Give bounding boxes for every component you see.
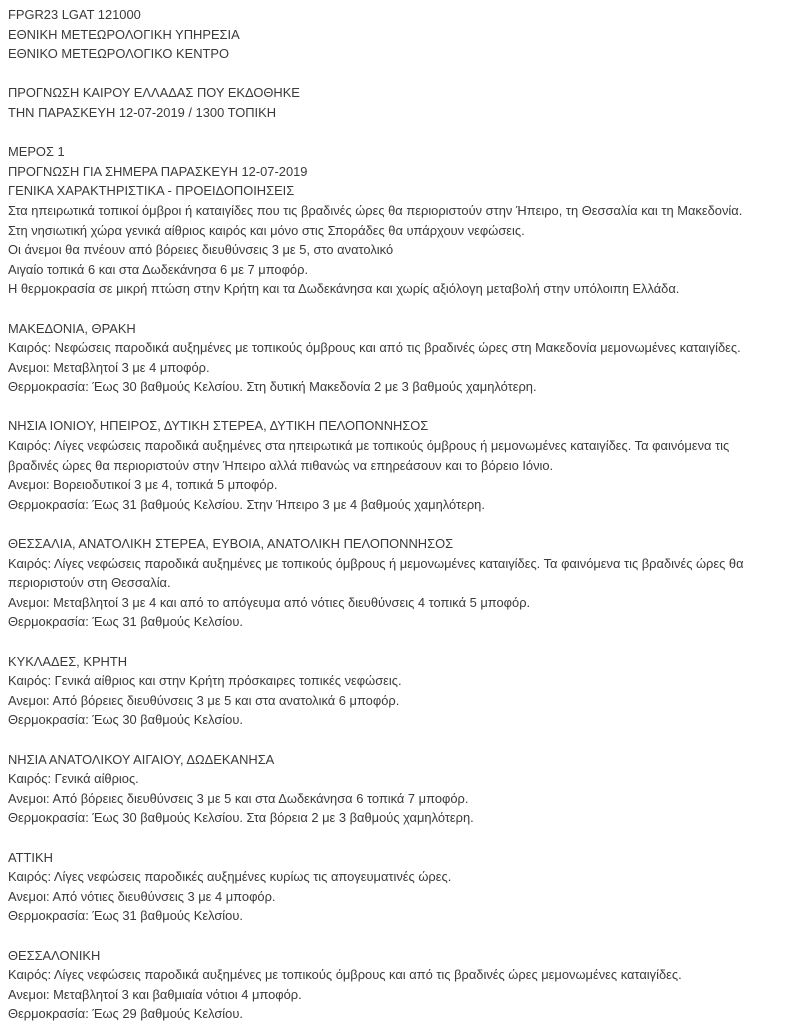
- general-text-line: Η θερμοκρασία σε μικρή πτώση στην Κρήτη και τα Δωδεκάνησα και χωρίς αξιόλογη μεταβολή στην υπόλοιπη Ελλάδα.: [8, 281, 680, 297]
- general-text-line: Στα ηπειρωτικά τοπικοί όμβροι ή καταιγίδες που τις βραδινές ώρες θα περιοριστούν στην Ήπειρο, τη Θεσσαλία και τη Μακεδονία.: [8, 202, 743, 218]
- region-weather: Καιρός: Λίγες νεφώσεις παροδικά αυξημένες με τοπικούς όμβρους ή μεμονωμένες καταιγίδες. Τα φαινόμενα τις βραδινές ώρες θα: [8, 555, 744, 571]
- part-label: ΜΕΡΟΣ 1: [8, 144, 65, 160]
- region-thessaloniki: [8, 946, 795, 1024]
- general-text-line: Αιγαίο τοπικά 6 και στα Δωδεκάνησα 6 με 7 μποφόρ.: [8, 261, 309, 277]
- region-winds: Ανεμοι: Από βόρειες διευθύνσεις 3 με 5 και στα Δωδεκάνησα 6 τοπικά 7 μποφόρ.: [8, 790, 469, 806]
- spacer: [8, 397, 795, 417]
- region-ionian-epirus: [8, 416, 795, 514]
- region-weather: Καιρός: Λίγες νεφώσεις παροδικά αυξημένες με τοπικούς όμβρους και από τις βραδινές ώρες μεμονωμένες καταιγίδες.: [8, 967, 682, 983]
- region-weather: Καιρός: Λίγες νεφώσεις παροδικά αυξημένες στα ηπειρωτικά με τοπικούς όμβρους ή μεμονωμένες καταιγίδες. Τα φαινόμενα τις: [8, 438, 730, 454]
- spacer: [8, 730, 795, 750]
- forecast-title: ΠΡΟΓΝΩΣΗ ΓΙΑ ΣΗΜΕΡΑ ΠΑΡΑΣΚΕΥΗ 12-07-2019: [8, 163, 308, 179]
- region-heading: ΑΤΤΙΚΗ: [8, 849, 53, 865]
- spacer: [8, 514, 795, 534]
- region-winds: Ανεμοι: Μεταβλητοί 3 με 4 μποφόρ.: [8, 359, 210, 375]
- region-winds: Ανεμοι: Μεταβλητοί 3 και βαθμιαία νότιοι 4 μποφόρ.: [8, 986, 302, 1002]
- region-winds: Ανεμοι: Από βόρειες διευθύνσεις 3 με 5 και στα ανατολικά 6 μποφόρ.: [8, 692, 400, 708]
- general-heading: ΓΕΝΙΚΑ ΧΑΡΑΚΤΗΡΙΣΤΙΚΑ - ΠΡΟΕΙΔΟΠΟΙΗΣΕΙΣ: [8, 183, 295, 199]
- region-heading: ΚΥΚΛΑΔΕΣ, ΚΡΗΤΗ: [8, 653, 128, 669]
- region-cyclades-crete: [8, 652, 795, 730]
- general-text-line: Οι άνεμοι θα πνέουν από βόρειες διευθύνσεις 3 με 5, στο ανατολικό: [8, 242, 394, 258]
- region-temperature: Θερμοκρασία: Έως 30 βαθμούς Κελσίου. Στη δυτική Μακεδονία 2 με 3 βαθμούς χαμηλότερη.: [8, 379, 537, 395]
- spacer: [8, 64, 795, 84]
- issue-title: ΠΡΟΓΝΩΣΗ ΚΑΙΡΟΥ ΕΛΛΑΔΑΣ ΠΟΥ ΕΚΔΟΘΗΚΕ: [8, 85, 300, 101]
- center-name: ΕΘΝΙΚΟ ΜΕΤΕΩΡΟΛΟΓΙΚΟ ΚΕΝΤΡΟ: [8, 46, 230, 62]
- region-temperature: Θερμοκρασία: Έως 31 βαθμούς Κελσίου. Στην Ήπειρο 3 με 4 βαθμούς χαμηλότερη.: [8, 496, 485, 512]
- spacer: [8, 299, 795, 319]
- spacer: [8, 926, 795, 946]
- spacer: [8, 828, 795, 848]
- bulletin-header: [8, 5, 795, 64]
- region-winds: Ανεμοι: Από νότιες διευθύνσεις 3 με 4 μποφόρ.: [8, 888, 276, 904]
- region-weather: Καιρός: Νεφώσεις παροδικά αυξημένες με τοπικούς όμβρους και από τις βραδινές ώρες στη Μακεδονία μεμονωμένες καταιγίδες.: [8, 340, 741, 356]
- region-heading: ΘΕΣΣΑΛΟΝΙΚΗ: [8, 947, 101, 963]
- region-winds: Ανεμοι: Βορειοδυτικοί 3 με 4, τοπικά 5 μποφόρ.: [8, 477, 278, 493]
- region-temperature: Θερμοκρασία: Έως 31 βαθμούς Κελσίου.: [8, 908, 243, 924]
- region-heading: ΝΗΣΙΑ ΑΝΑΤΟΛΙΚΟΥ ΑΙΓΑΙΟΥ, ΔΩΔΕΚΑΝΗΣΑ: [8, 751, 275, 767]
- issue-info: [8, 83, 795, 122]
- bulletin-code: FPGR23 LGAT 121000: [8, 7, 141, 22]
- region-weather: Καιρός: Γενικά αίθριος και στην Κρήτη πρόσκαιρες τοπικές νεφώσεις.: [8, 673, 402, 689]
- issue-date: ΤΗΝ ΠΑΡΑΣΚΕΥΗ 12-07-2019 / 1300 ΤΟΠΙΚΗ: [8, 104, 277, 120]
- spacer: [8, 632, 795, 652]
- region-weather: βραδινές ώρες θα περιοριστούν στην Ήπειρο αλλά πιθανώς να επηρεάσουν και το βόρειο Ιόνιο.: [8, 457, 554, 473]
- general-section: [8, 142, 795, 299]
- region-weather: Καιρός: Γενικά αίθριος.: [8, 771, 139, 787]
- region-temperature: Θερμοκρασία: Έως 29 βαθμούς Κελσίου.: [8, 1006, 243, 1022]
- region-macedonia-thrace: [8, 319, 795, 397]
- general-text-line: Στη νησιωτική χώρα γενικά αίθριος καιρός και μόνο στις Σποράδες θα υπάρχουν νεφώσεις.: [8, 222, 525, 238]
- spacer: [8, 123, 795, 143]
- region-heading: ΜΑΚΕΔΟΝΙΑ, ΘΡΑΚΗ: [8, 320, 136, 336]
- region-weather: Καιρός: Λίγες νεφώσεις παροδικές αυξημένες κυρίως τις απογευματινές ώρες.: [8, 869, 452, 885]
- region-thessaly-east: [8, 534, 795, 632]
- service-name: ΕΘΝΙΚΗ ΜΕΤΕΩΡΟΛΟΓΙΚΗ ΥΠΗΡΕΣΙΑ: [8, 26, 240, 42]
- region-heading: ΘΕΣΣΑΛΙΑ, ΑΝΑΤΟΛΙΚΗ ΣΤΕΡΕΑ, ΕΥΒΟΙΑ, ΑΝΑΤΟΛΙΚΗ ΠΕΛΟΠΟΝΝΗΣΟΣ: [8, 536, 454, 552]
- region-heading: ΝΗΣΙΑ ΙΟΝΙΟΥ, ΗΠΕΙΡΟΣ, ΔΥΤΙΚΗ ΣΤΕΡΕΑ, ΔΥΤΙΚΗ ΠΕΛΟΠΟΝΝΗΣΟΣ: [8, 418, 429, 434]
- region-temperature: Θερμοκρασία: Έως 31 βαθμούς Κελσίου.: [8, 614, 243, 630]
- region-east-aegean: [8, 750, 795, 828]
- region-winds: Ανεμοι: Μεταβλητοί 3 με 4 και από το απόγευμα από νότιες διευθύνσεις 4 τοπικά 5 μποφόρ.: [8, 594, 531, 610]
- region-temperature: Θερμοκρασία: Έως 30 βαθμούς Κελσίου.: [8, 712, 243, 728]
- region-weather: περιοριστούν στη Θεσσαλία.: [8, 575, 171, 591]
- region-attica: [8, 848, 795, 926]
- region-temperature: Θερμοκρασία: Έως 30 βαθμούς Κελσίου. Στα βόρεια 2 με 3 βαθμούς χαμηλότερη.: [8, 810, 474, 826]
